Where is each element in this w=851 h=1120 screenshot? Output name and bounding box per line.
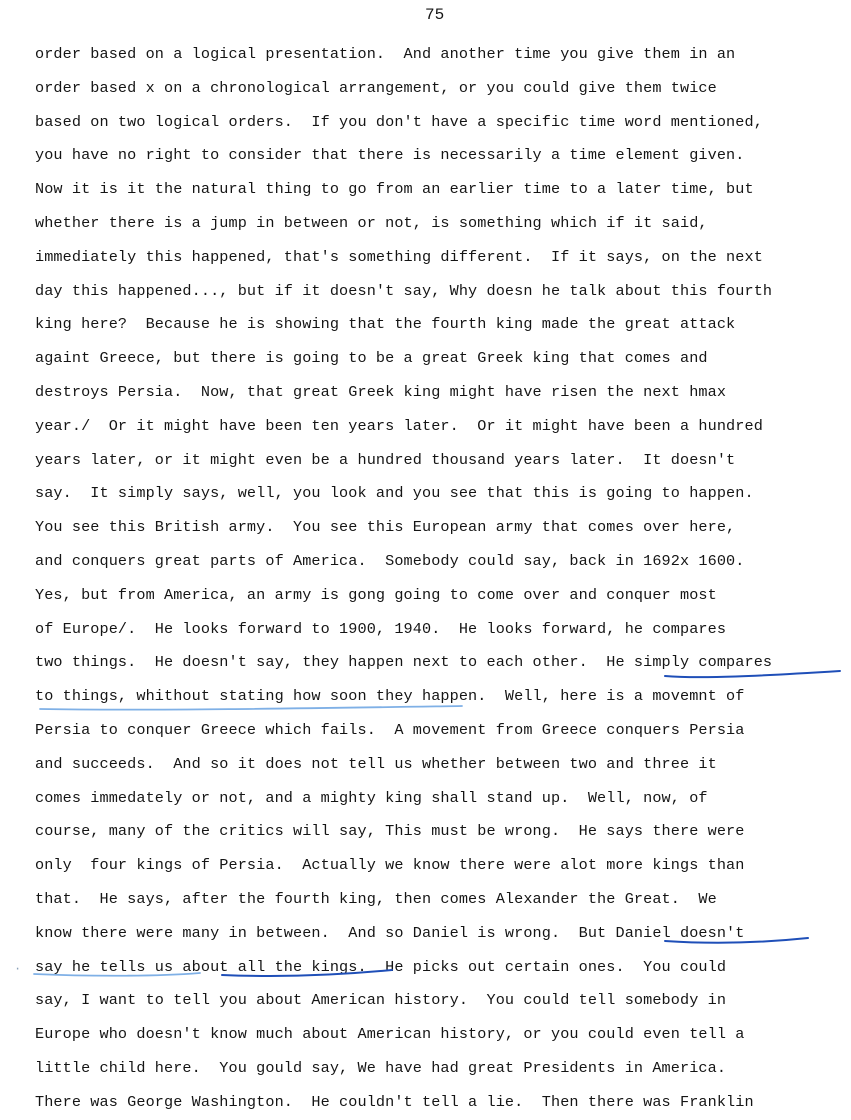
text-line: year./ Or it might have been ten years later. Or it might have been a hundred [35,416,763,435]
text-line: order based on a logical presentation. And another time you give them in an [35,45,736,63]
text-line: course, many of the critics will say, This must be wrong. He says there were [35,822,745,841]
text-line: to things, whithout stating how soon they happen. Well, here is a movemnt of [35,687,745,706]
text-line: say, I want to tell you about American history. You could tell somebody in [35,991,727,1010]
text-line: only four kings of Persia. Actually we know there were alot more kings than [35,856,745,875]
text-line: and succeeds. And so it does not tell us whether between two and three it [35,754,717,773]
text-line: and conquers great parts of America. Somebody could say, back in 1692x 1600. [35,551,745,570]
text-line: that. He says, after the fourth king, then comes Alexander the Great. We [35,889,717,908]
text-line: king here? Because he is showing that the fourth king made the great attack [35,315,736,334]
text-line: immediately this happened, that's something different. If it says, on the next [35,247,763,266]
text-line: destroys Persia. Now, that great Greek king might have risen the next hmax [35,382,727,401]
text-line: againt Greece, but there is going to be a great Greek king that comes and [35,349,708,368]
text-line: You see this British army. You see this European army that comes over here, [35,518,736,537]
text-line: Persia to conquer Greece which fails. A movement from Greece conquers Persia [35,720,745,739]
stray-pen-mark: · [14,962,22,976]
text-line: There was George Washington. He couldn't tell a lie. Then there was Franklin [35,1092,754,1111]
text-line: know there were many in between. And so Daniel is wrong. But Daniel doesn't [35,923,745,942]
text-line: Europe who doesn't know much about American history, or you could even tell a [35,1025,745,1044]
text-line: Yes, but from America, an army is gong going to come over and conquer most [35,585,717,604]
text-line: whether there is a jump in between or not, is something which if it said, [35,213,708,232]
text-line: Now it is it the natural thing to go from an earlier time to a later time, but [35,180,754,199]
text-line: comes immedately or not, and a mighty king shall stand up. Well, now, of [35,788,708,807]
text-line: day this happened..., but if it doesn't say, Why doesn he talk about this fourth [35,281,773,300]
text-line: say he tells us about all the kings. He picks out certain ones. You could [35,957,727,976]
text-line: years later, or it might even be a hundred thousand years later. It doesn't [35,450,736,469]
page-number: 75 [425,6,445,24]
text-line: say. It simply says, well, you look and you see that this is going to happen. [35,484,754,503]
text-line: based on two logical orders. If you don't have a specific time word mentioned, [35,112,763,131]
typewritten-text [35,38,847,1120]
text-line: little child here. You gould say, We have had great Presidents in America. [35,1058,727,1077]
text-line: two things. He doesn't say, they happen next to each other. He simply compares [35,653,773,672]
text-line: you have no right to consider that there is necessarily a time element given. [35,146,745,165]
text-line: order based x on a chronological arrangement, or you could give them twice [35,78,717,97]
text-line: of Europe/. He looks forward to 1900, 1940. He looks forward, he compares [35,619,727,638]
